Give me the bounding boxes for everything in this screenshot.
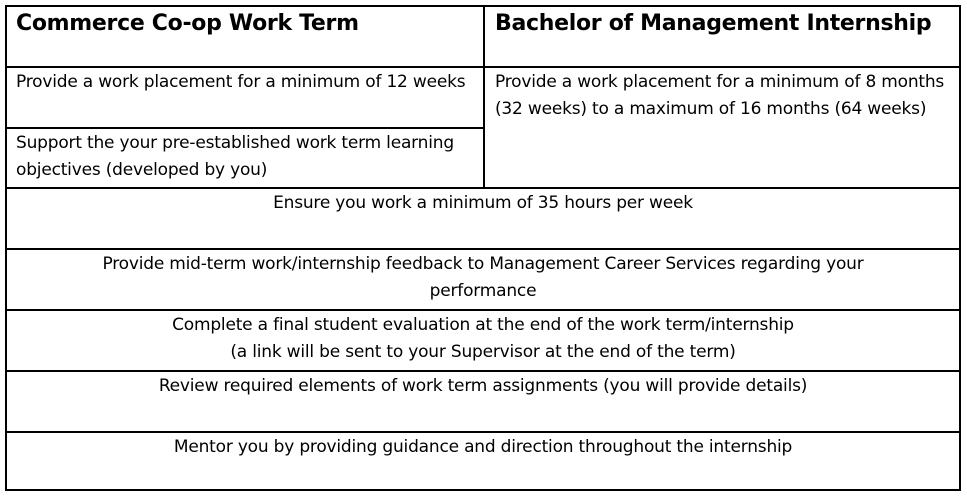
shared-row-mentor — [7, 434, 959, 461]
row-divider — [7, 66, 959, 68]
commerce-row-objectives: Support the your pre-established work term learning objectives (developed by you) — [16, 133, 454, 180]
shared-row-evaluation-line2: (a link will be sent to your Supervisor at the end of the term) — [230, 342, 736, 362]
shared-row-hours-text: Ensure you work a minimum of 35 hours per week — [273, 193, 693, 213]
shared-row-assignments — [7, 373, 959, 400]
row-divider — [7, 187, 959, 189]
shared-row-feedback — [7, 251, 959, 305]
commerce-row-placement: Provide a work placement for a minimum of 12 weeks — [16, 72, 466, 92]
row-divider — [7, 370, 959, 372]
row-divider — [7, 309, 959, 311]
responsibilities-table — [5, 5, 961, 491]
row-divider — [7, 127, 483, 129]
header-management: Bachelor of Management Internship — [495, 11, 932, 36]
column-divider — [483, 7, 485, 187]
shared-row-feedback-line2: performance — [429, 281, 537, 301]
row-divider — [7, 248, 959, 250]
row-divider — [7, 431, 959, 433]
shared-row-hours — [7, 190, 959, 217]
shared-row-feedback-line1: Provide mid-term work/internship feedback to Management Career Services regarding your — [102, 254, 864, 274]
shared-row-mentor-text: Mentor you by providing guidance and direction throughout the internship — [173, 437, 793, 457]
shared-row-assignments-text: Review required elements of work term assignments (you will provide details) — [158, 376, 808, 396]
header-commerce: Commerce Co-op Work Term — [16, 11, 359, 36]
management-row-placement: Provide a work placement for a minimum of 8 months (32 weeks) to a maximum of 16 months (64 weeks) — [495, 72, 945, 119]
shared-row-evaluation — [7, 312, 959, 366]
shared-row-evaluation-line1: Complete a final student evaluation at the end of the work term/internship — [172, 315, 794, 335]
